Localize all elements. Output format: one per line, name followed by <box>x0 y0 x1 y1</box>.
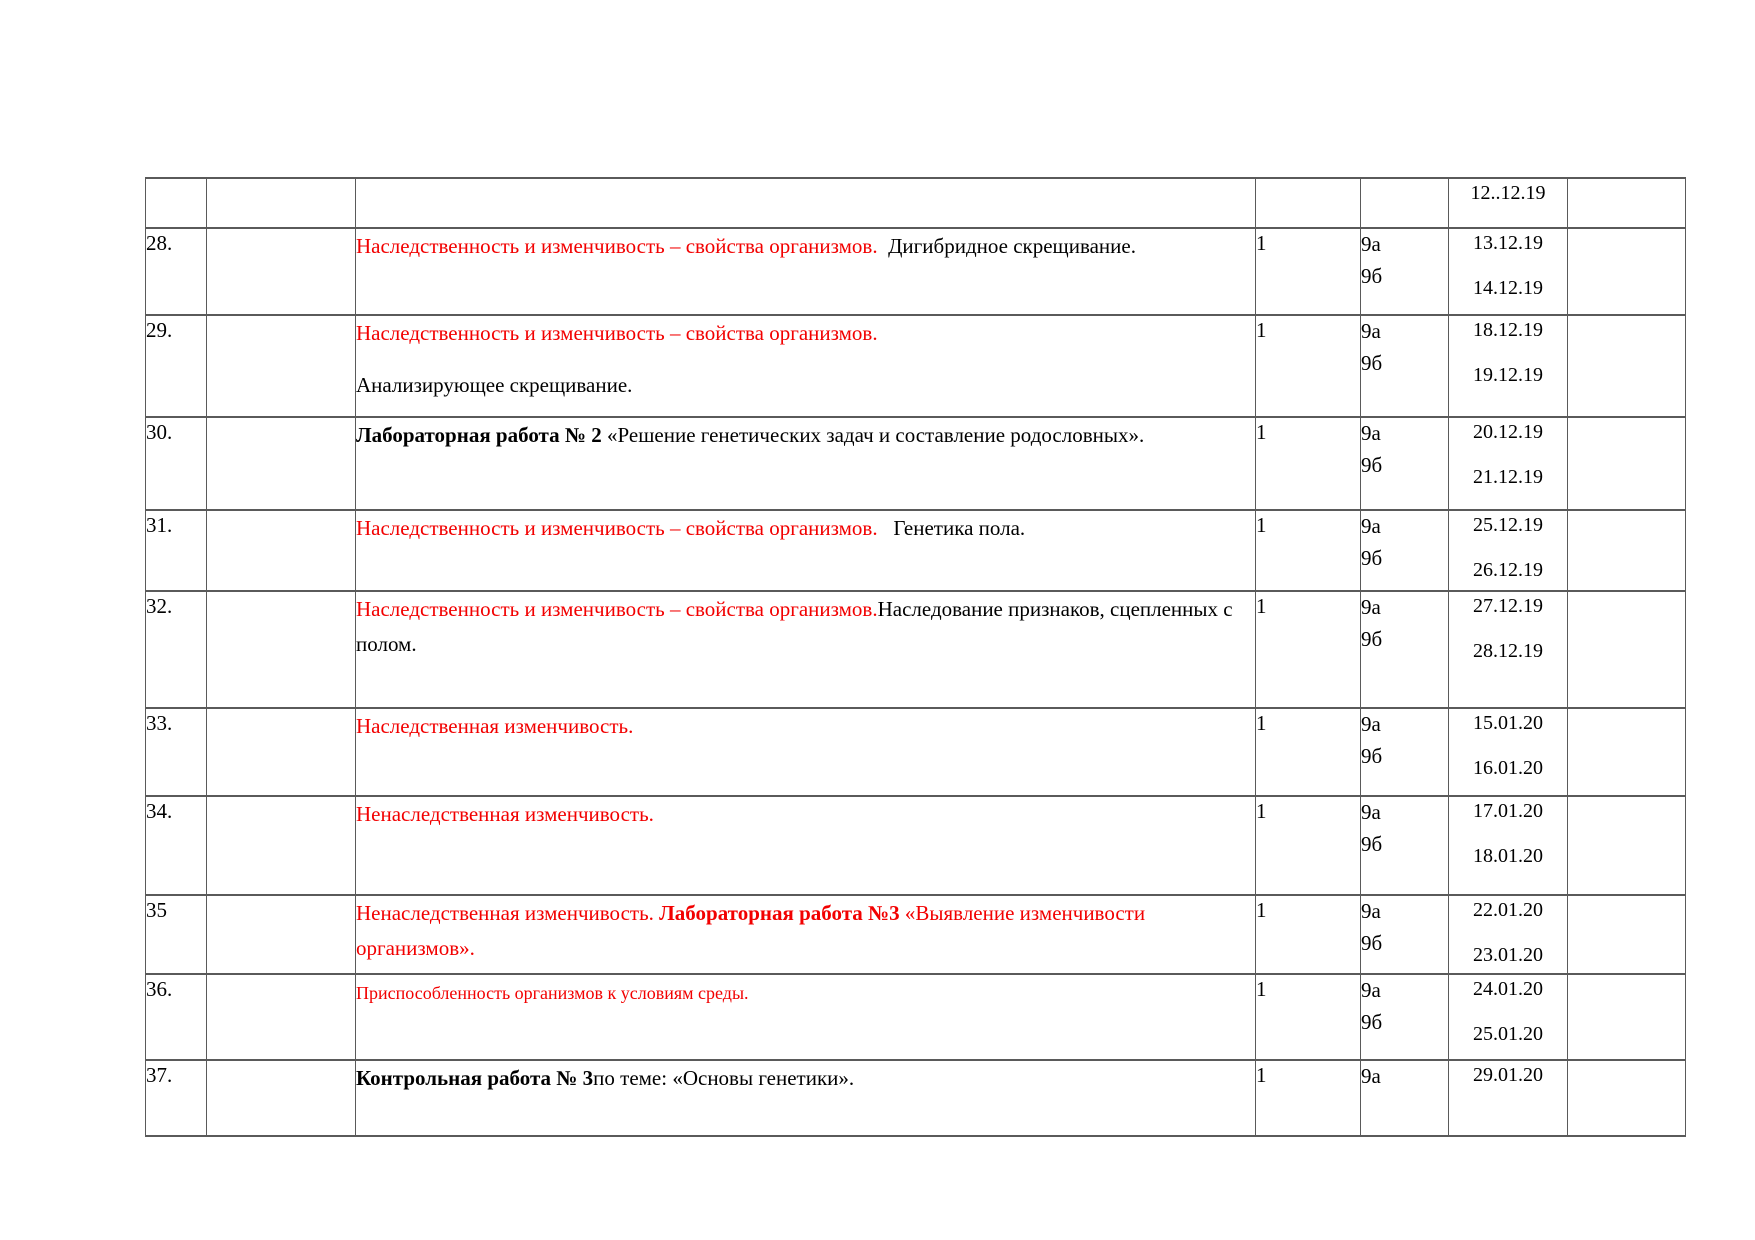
lesson-date: 20.12.19 <box>1473 421 1543 443</box>
class-label: 9а <box>1361 712 1381 736</box>
note-cell <box>1568 178 1686 228</box>
lesson-date: 24.01.20 <box>1473 978 1543 1000</box>
date-cell <box>1449 178 1568 228</box>
topic-text-segment: Наследственность и изменчивость – свойства организмов. <box>356 321 878 345</box>
class-cell <box>1361 417 1449 510</box>
class-cell <box>1361 708 1449 796</box>
class-cell <box>1361 974 1449 1060</box>
date-cell <box>1449 708 1568 796</box>
table-row <box>146 417 1686 510</box>
row-number-cell: 37. <box>146 1060 207 1136</box>
topic-cell <box>356 591 1256 708</box>
hours-cell: 1 <box>1256 974 1361 1060</box>
empty-cell <box>207 417 356 510</box>
lesson-date: 12..12.19 <box>1470 182 1546 204</box>
topic-cell <box>356 315 1256 417</box>
topic-text-segment: по теме: «Основы генетики». <box>593 1066 855 1090</box>
topic-paragraph <box>356 797 1255 832</box>
hours-cell <box>1256 178 1361 228</box>
empty-cell <box>207 708 356 796</box>
topic-cell <box>356 796 1256 895</box>
topic-paragraph <box>356 511 1255 546</box>
class-label: 9а <box>1361 319 1381 343</box>
note-cell <box>1568 974 1686 1060</box>
topic-text-segment: Ненаследственная изменчивость. <box>356 802 654 826</box>
lesson-date: 25.12.19 <box>1473 514 1543 536</box>
class-cell <box>1361 1060 1449 1136</box>
topic-cell <box>356 708 1256 796</box>
topic-paragraph <box>356 1061 1255 1096</box>
row-number-cell: 34. <box>146 796 207 895</box>
topic-paragraph <box>356 316 1255 351</box>
hours-cell: 1 <box>1256 315 1361 417</box>
class-label: 9а <box>1361 232 1381 256</box>
row-number-cell: 36. <box>146 974 207 1060</box>
class-cell <box>1361 315 1449 417</box>
note-cell <box>1568 510 1686 591</box>
note-cell <box>1568 417 1686 510</box>
topic-cell <box>356 178 1256 228</box>
class-label: 9а <box>1361 800 1381 824</box>
topic-paragraph <box>356 368 1255 403</box>
topic-cell <box>356 228 1256 315</box>
row-number-cell: 33. <box>146 708 207 796</box>
date-cell <box>1449 895 1568 974</box>
topic-text-segment: Анализирующее скрещивание. <box>356 373 633 397</box>
lesson-date: 29.01.20 <box>1473 1064 1543 1086</box>
topic-text-segment: Наследственная изменчивость. <box>356 714 634 738</box>
lesson-date: 23.01.20 <box>1473 944 1543 966</box>
topic-cell <box>356 895 1256 974</box>
curriculum-table <box>145 177 1686 1137</box>
lesson-date: 26.12.19 <box>1473 559 1543 581</box>
empty-cell <box>207 974 356 1060</box>
hours-cell: 1 <box>1256 1060 1361 1136</box>
hours-cell: 1 <box>1256 895 1361 974</box>
class-label: 9а <box>1361 1064 1381 1088</box>
row-number-cell <box>146 178 207 228</box>
lesson-date: 16.01.20 <box>1473 757 1543 779</box>
topic-paragraph <box>356 975 1255 1011</box>
table-row <box>146 228 1686 315</box>
empty-cell <box>207 591 356 708</box>
table-row <box>146 708 1686 796</box>
class-cell <box>1361 796 1449 895</box>
date-cell <box>1449 228 1568 315</box>
hours-cell: 1 <box>1256 591 1361 708</box>
hours-cell: 1 <box>1256 708 1361 796</box>
class-label: 9б <box>1361 627 1383 651</box>
topic-text-segment: Наследственность и изменчивость – свойства организмов. <box>356 234 878 258</box>
note-cell <box>1568 796 1686 895</box>
row-number-cell: 35 <box>146 895 207 974</box>
class-label: 9а <box>1361 421 1381 445</box>
empty-cell <box>207 1060 356 1136</box>
class-cell <box>1361 228 1449 315</box>
lesson-date: 18.01.20 <box>1473 845 1543 867</box>
topic-text-segment: Лабораторная работа № 2 <box>356 423 602 447</box>
lesson-date: 17.01.20 <box>1473 800 1543 822</box>
hours-cell: 1 <box>1256 510 1361 591</box>
row-number-cell: 28. <box>146 228 207 315</box>
lesson-date: 27.12.19 <box>1473 595 1543 617</box>
hours-cell: 1 <box>1256 228 1361 315</box>
lesson-date: 28.12.19 <box>1473 640 1543 662</box>
note-cell <box>1568 895 1686 974</box>
lesson-date: 22.01.20 <box>1473 899 1543 921</box>
hours-cell: 1 <box>1256 796 1361 895</box>
topic-cell <box>356 1060 1256 1136</box>
empty-cell <box>207 796 356 895</box>
row-number-cell: 29. <box>146 315 207 417</box>
row-number-cell: 31. <box>146 510 207 591</box>
class-label: 9б <box>1361 832 1383 856</box>
class-cell <box>1361 510 1449 591</box>
lesson-date: 21.12.19 <box>1473 466 1543 488</box>
empty-cell <box>207 510 356 591</box>
note-cell <box>1568 315 1686 417</box>
empty-cell <box>207 178 356 228</box>
empty-cell <box>207 228 356 315</box>
lesson-date: 18.12.19 <box>1473 319 1543 341</box>
table-row <box>146 315 1686 417</box>
date-cell <box>1449 417 1568 510</box>
topic-text-segment: Лабораторная работа №3 <box>659 901 900 925</box>
class-cell <box>1361 591 1449 708</box>
topic-text-segment: «Выявление изменчивости организмов». <box>356 901 1151 960</box>
topic-text-segment: «Решение генетических задач и составление родословных». <box>601 423 1145 447</box>
table-row <box>146 796 1686 895</box>
empty-cell <box>207 315 356 417</box>
curriculum-table-body <box>146 178 1686 1136</box>
note-cell <box>1568 228 1686 315</box>
table-row <box>146 510 1686 591</box>
topic-text-segment: Дигибридное скрещивание. <box>877 234 1136 258</box>
class-label: 9б <box>1361 1010 1383 1034</box>
note-cell <box>1568 708 1686 796</box>
lesson-date: 15.01.20 <box>1473 712 1543 734</box>
class-label: 9а <box>1361 978 1381 1002</box>
class-label: 9б <box>1361 351 1383 375</box>
class-label: 9а <box>1361 514 1381 538</box>
note-cell <box>1568 1060 1686 1136</box>
topic-paragraph <box>356 592 1255 662</box>
note-cell <box>1568 591 1686 708</box>
topic-paragraph <box>356 896 1255 966</box>
row-number-cell: 30. <box>146 417 207 510</box>
table-row <box>146 178 1686 228</box>
table-row <box>146 974 1686 1060</box>
row-number-cell: 32. <box>146 591 207 708</box>
topic-text-segment: Наследование признаков, сцепленных с полом. <box>356 597 1238 656</box>
topic-text-segment: Ненаследственная изменчивость. <box>356 901 660 925</box>
class-cell <box>1361 895 1449 974</box>
class-label: 9б <box>1361 931 1383 955</box>
class-label: 9а <box>1361 899 1381 923</box>
empty-cell <box>207 895 356 974</box>
class-label: 9б <box>1361 546 1383 570</box>
class-label: 9б <box>1361 744 1383 768</box>
date-cell <box>1449 591 1568 708</box>
topic-cell <box>356 510 1256 591</box>
lesson-date: 19.12.19 <box>1473 364 1543 386</box>
lesson-date: 25.01.20 <box>1473 1023 1543 1045</box>
topic-cell <box>356 417 1256 510</box>
table-row <box>146 591 1686 708</box>
date-cell <box>1449 974 1568 1060</box>
date-cell <box>1449 315 1568 417</box>
lesson-date: 13.12.19 <box>1473 232 1543 254</box>
lesson-date: 14.12.19 <box>1473 277 1543 299</box>
class-label: 9б <box>1361 264 1383 288</box>
table-row <box>146 1060 1686 1136</box>
table-row <box>146 895 1686 974</box>
topic-cell <box>356 974 1256 1060</box>
topic-text-segment: Наследственность и изменчивость – свойства организмов. <box>356 516 878 540</box>
date-cell <box>1449 510 1568 591</box>
date-cell <box>1449 1060 1568 1136</box>
topic-paragraph <box>356 709 1255 744</box>
class-cell <box>1361 178 1449 228</box>
class-label: 9а <box>1361 595 1381 619</box>
topic-text-segment: Приспособленность организмов к условиям среды. <box>356 983 749 1003</box>
topic-paragraph <box>356 418 1255 453</box>
topic-text-segment: Генетика пола. <box>877 516 1026 540</box>
topic-text-segment: Наследственность и изменчивость – свойства организмов. <box>356 597 878 621</box>
hours-cell: 1 <box>1256 417 1361 510</box>
class-label: 9б <box>1361 453 1383 477</box>
topic-text-segment: Контрольная работа № 3 <box>356 1066 594 1090</box>
date-cell <box>1449 796 1568 895</box>
topic-paragraph <box>356 229 1255 264</box>
